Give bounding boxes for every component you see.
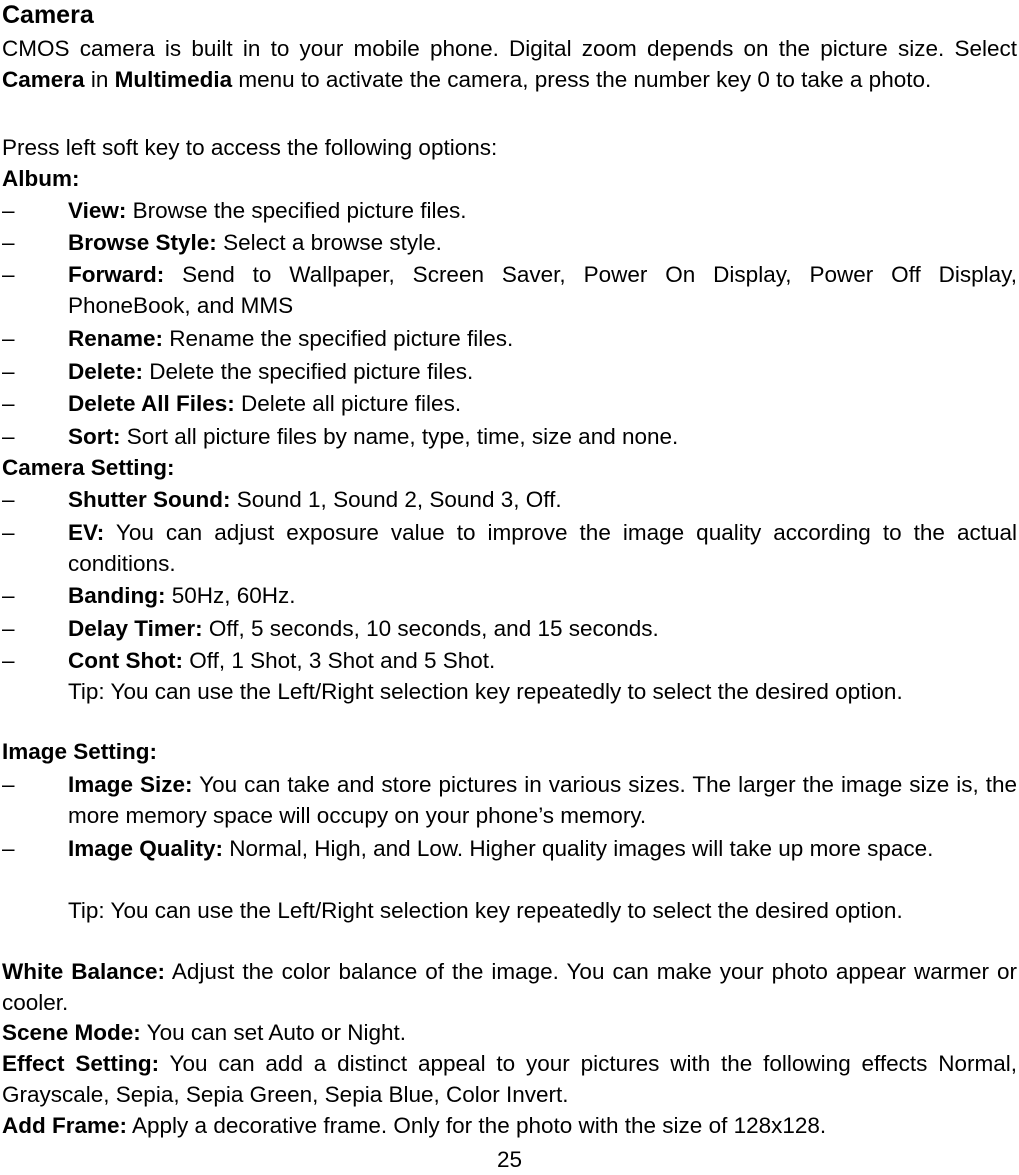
scene-mode-paragraph [2, 1017, 1017, 1048]
dash-bullet: – [2, 583, 15, 608]
image-tip: Tip: You can use the Left/Right selection key repeatedly to select the desired option. [68, 898, 903, 923]
item-label: Delete: [68, 359, 144, 384]
dash-bullet: – [2, 487, 15, 512]
item-text: Sort all picture files by name, type, time, size and none. [120, 424, 679, 449]
dash-bullet: – [2, 424, 15, 449]
intro-text: in [84, 67, 115, 92]
camera-tip: Tip: You can use the Left/Right selection key repeatedly to select the desired option. [68, 679, 903, 704]
item-label: View: [68, 198, 127, 223]
white-balance-paragraph [2, 956, 1017, 1018]
intro-paragraph [2, 33, 1017, 95]
album-heading: Album: [2, 166, 80, 191]
effect-setting-paragraph [2, 1048, 1017, 1110]
item-label: Shutter Sound: [68, 487, 231, 512]
intro-bold-multimedia: Multimedia [114, 67, 233, 92]
item-label: Image Quality: [68, 836, 224, 861]
item-text: Sound 1, Sound 2, Sound 3, Off. [230, 487, 562, 512]
item-label: Delay Timer: [68, 616, 203, 641]
item-label: Cont Shot: [68, 648, 183, 673]
intro-text: CMOS camera is built in to your mobile phone. Digital zoom depends on the picture size. Select [2, 36, 1017, 61]
item-label: EV: [68, 520, 105, 545]
camera-item-delay-timer [2, 613, 1017, 644]
item-text: Browse the specified picture files. [126, 198, 467, 223]
camera-item-ev [2, 517, 1017, 579]
add-frame-label: Add Frame: [2, 1113, 128, 1138]
intro-text: menu to activate the camera, press the number key [232, 67, 758, 92]
intro-bold-camera: Camera [2, 67, 85, 92]
item-text: You can adjust exposure value to improve the image quality according to the actual conditions. [68, 520, 1017, 576]
dash-bullet: – [2, 520, 15, 545]
item-label: Sort: [68, 424, 121, 449]
page-number: 25 [496, 1147, 523, 1172]
image-item-size [2, 769, 1017, 831]
dash-bullet: – [2, 836, 15, 861]
item-text: Send to Wallpaper, Screen Saver, Power On Display, Power Off Display, PhoneBook, and MMS [68, 262, 1017, 318]
scene-mode-text: You can set Auto or Night. [140, 1020, 406, 1045]
item-label: Browse Style: [68, 230, 217, 255]
dash-bullet: – [2, 198, 15, 223]
scene-mode-label: Scene Mode: [2, 1020, 141, 1045]
album-item-sort [2, 421, 1017, 452]
camera-setting-heading: Camera Setting: [2, 455, 175, 480]
dash-bullet: – [2, 359, 15, 384]
image-item-quality [2, 833, 1017, 864]
item-text: Rename the specified picture files. [163, 326, 514, 351]
dash-bullet: – [2, 326, 15, 351]
item-label: Rename: [68, 326, 164, 351]
item-label: Banding: [68, 583, 166, 608]
dash-bullet: – [2, 648, 15, 673]
item-text: Select a browse style. [216, 230, 442, 255]
dash-bullet: – [2, 616, 15, 641]
camera-item-cont-shot [2, 645, 1017, 676]
page-title: Camera [2, 1, 94, 29]
album-item-view [2, 195, 1017, 226]
item-text: 50Hz, 60Hz. [165, 583, 296, 608]
item-label: Image Size: [68, 772, 193, 797]
item-label: Delete All Files: [68, 391, 235, 416]
white-balance-text: Adjust the color balance of the image. You can make your photo appear warmer or cooler. [2, 959, 1017, 1015]
dash-bullet: – [2, 772, 15, 797]
press-line: Press left soft key to access the following options: [2, 135, 498, 160]
item-text: Delete the specified picture files. [143, 359, 474, 384]
album-item-browse-style [2, 227, 1017, 258]
dash-bullet: – [2, 230, 15, 255]
add-frame-text: Apply a decorative frame. Only for the photo with the size of 128x128. [127, 1113, 827, 1138]
item-text: Delete all picture files. [234, 391, 462, 416]
white-balance-label: White Balance: [2, 959, 166, 984]
add-frame-paragraph [2, 1110, 1017, 1141]
album-item-delete [2, 356, 1017, 387]
item-text: Off, 1 Shot, 3 Shot and 5 Shot. [182, 648, 496, 673]
camera-item-banding [2, 580, 1017, 611]
dash-bullet: – [2, 391, 15, 416]
album-item-forward [2, 259, 1017, 321]
intro-text: to take a photo. [769, 67, 932, 92]
item-text: Normal, High, and Low. Higher quality images will take up more space. [223, 836, 934, 861]
dash-bullet: – [2, 262, 15, 287]
album-item-delete-all [2, 388, 1017, 419]
key-zero: 0 [757, 67, 770, 92]
effect-setting-label: Effect Setting: [2, 1051, 160, 1076]
image-setting-heading: Image Setting: [2, 739, 158, 764]
item-text: You can take and store pictures in various sizes. The larger the image size is, the more memory space will occupy on your phone’s memory. [68, 772, 1018, 828]
item-text: Off, 5 seconds, 10 seconds, and 15 seconds. [202, 616, 659, 641]
effect-setting-text: You can add a distinct appeal to your pictures with the following effects Normal, Grayscale, Sepia, Sepia Green, Sepia Blue, Color Invert. [2, 1051, 1017, 1107]
camera-item-shutter-sound [2, 484, 1017, 515]
item-label: Forward: [68, 262, 165, 287]
album-item-rename [2, 323, 1017, 354]
